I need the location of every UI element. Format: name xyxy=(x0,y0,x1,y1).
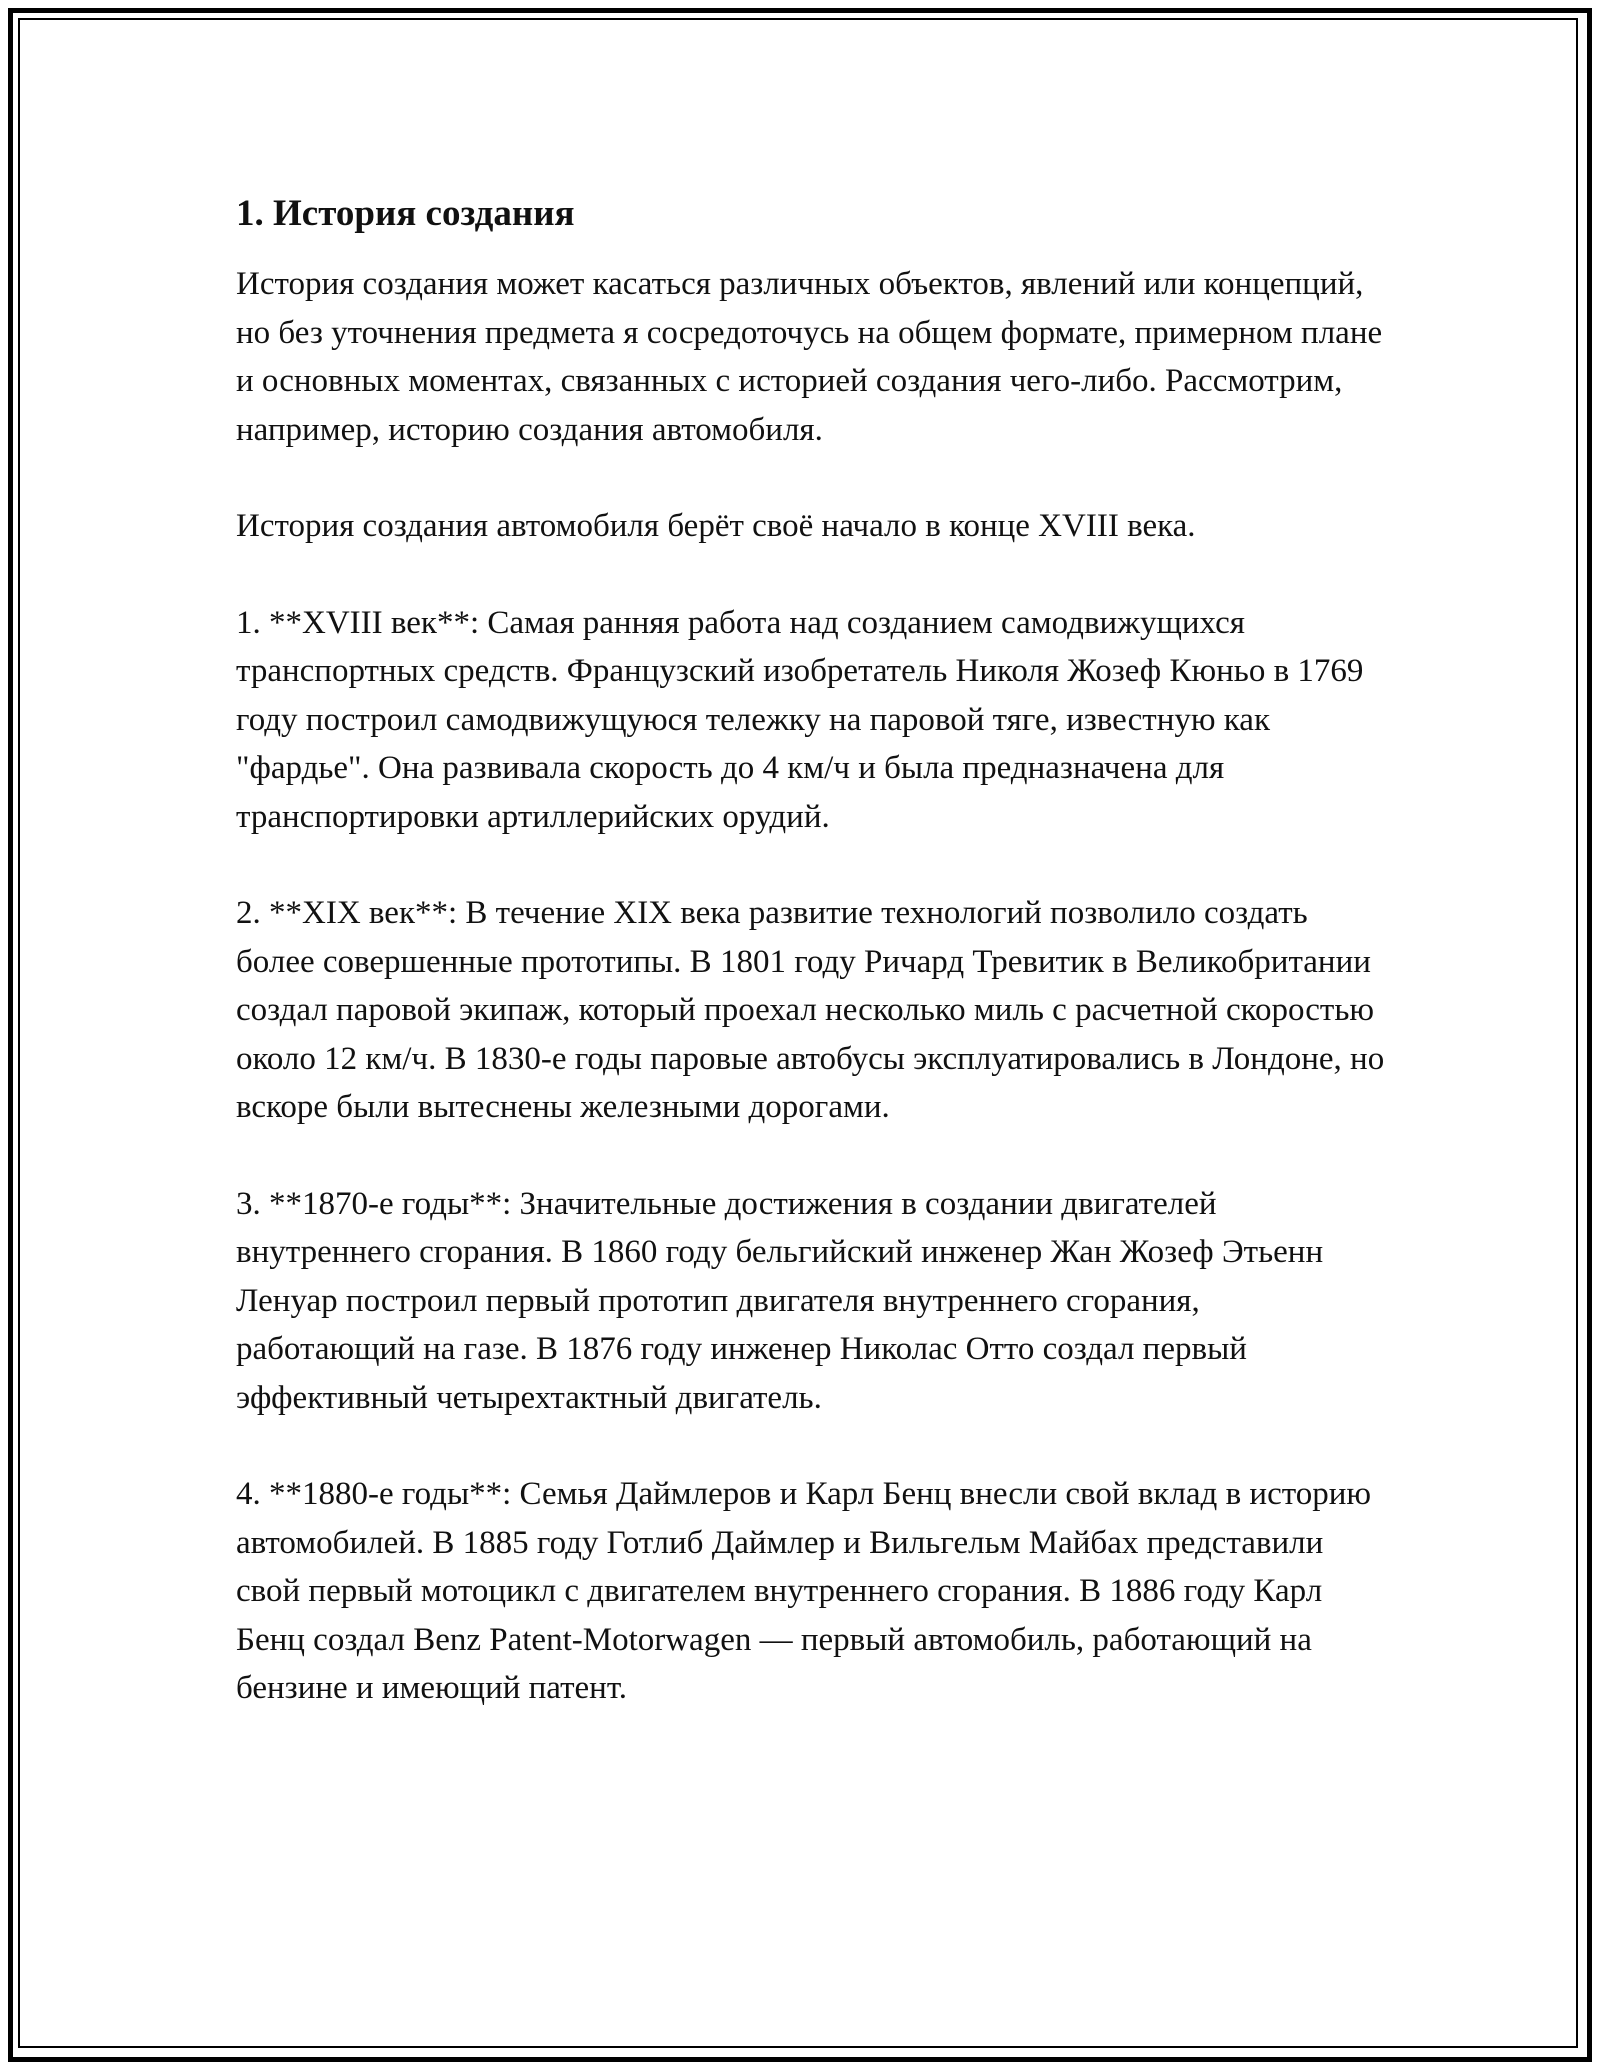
paragraph-intro: История создания может касаться различных объектов, явлений или концепций, но без уточнения предмета я сосредоточусь на общем формате, примерном плане и основных моментах, связанных с историей создания чего-либо. Рассмотрим, например, историю создания автомобиля. xyxy=(236,266,1383,448)
document-body xyxy=(236,190,1386,1713)
list-item-19th-century: 2. **XIX век**: В течение XIX века развитие технологий позволило создать более совершенные прототипы. В 1801 году Ричард Тревитик в Великобритании создал паровой экипаж, который проехал несколько миль с расчетной скоростью около 12 км/ч. В 1830-е годы паровые автобусы эксплуатировались в Лондоне, но вскоре были вытеснены железными дорогами. xyxy=(236,895,1385,1125)
paragraph-origin: История создания автомобиля берёт своё начало в конце XVIII века. xyxy=(236,508,1196,544)
section-heading: 1. История создания xyxy=(236,193,575,234)
list-item-1880s: 4. **1880-е годы**: Семья Даймлеров и Карл Бенц внесли свой вклад в историю автомобилей. В 1885 году Готлиб Даймлер и Вильгельм Майбах представили свой первый мотоцикл с двигателем внутреннего сгорания. В 1886 году Карл Бенц создал Benz Patent-Motorwagen — первый автомобиль, работающий на бензине и имеющий патент. xyxy=(236,1476,1372,1706)
list-item-18th-century: 1. **XVIII век**: Самая ранняя работа над созданием самодвижущихся транспортных средств. Французский изобретатель Николя Жозеф Кюньо в 1769 году построил самодвижущуюся тележку на паровой тяге, известную как "фардье". Она развивала скорость до 4 км/ч и была предназначена для транспортировки артиллерийских орудий. xyxy=(236,604,1364,835)
list-item-1870s: 3. **1870-е годы**: Значительные достижения в создании двигателей внутреннего сгорания. В 1860 году бельгийский инженер Жан Жозеф Этьенн Ленуар построил первый прототип двигателя внутреннего сгорания, работающий на газе. В 1876 году инженер Николас Отто создал первый эффективный четырехтактный двигатель. xyxy=(236,1185,1324,1416)
